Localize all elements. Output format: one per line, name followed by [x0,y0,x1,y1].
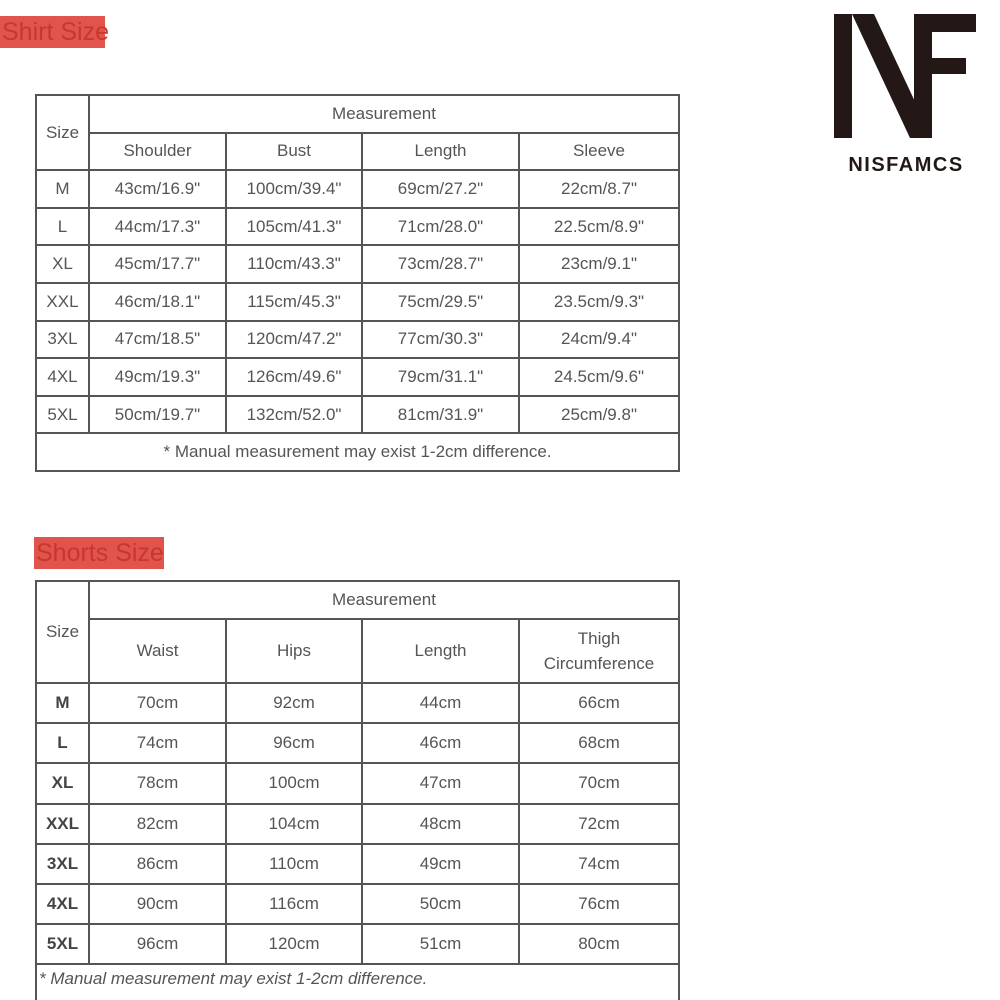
table-cell: 68cm [519,723,679,763]
table-cell: 44cm [362,683,519,723]
table-cell: 48cm [362,804,519,844]
table-cell: 73cm/28.7" [362,245,519,283]
table-row [36,683,679,723]
column-header-length: Length [362,133,519,171]
column-header-waist: Waist [89,619,226,683]
table-row [36,321,679,359]
column-header-shoulder: Shoulder [89,133,226,171]
table-cell: 47cm/18.5" [89,321,226,359]
table-cell: 74cm [89,723,226,763]
shorts-size-title: Shorts Size [36,539,164,567]
table-cell: 23.5cm/9.3" [519,283,679,321]
table-cell: 100cm/39.4" [226,170,362,208]
circumference-label: Circumference [543,654,655,673]
brand-name: NISFAMCS [848,154,964,176]
table-column-row [36,619,679,683]
size-cell: 4XL [36,358,89,396]
table-cell: 82cm [89,804,226,844]
table-cell: 43cm/16.9" [89,170,226,208]
column-header-bust: Bust [226,133,362,171]
table-header-row [36,95,679,133]
table-cell: 23cm/9.1" [519,245,679,283]
table-cell: 81cm/31.9" [362,396,519,434]
table-header-row [36,581,679,619]
table-row [36,283,679,321]
size-header: Size [36,581,89,683]
table-cell: 96cm [89,924,226,964]
table-cell: 24.5cm/9.6" [519,358,679,396]
table-cell: 45cm/17.7" [89,245,226,283]
table-cell: 51cm [362,924,519,964]
table-cell: 50cm/19.7" [89,396,226,434]
table-cell: 50cm [362,884,519,924]
table-cell: 74cm [519,844,679,884]
table-cell: 70cm [519,763,679,803]
size-cell: XL [36,763,89,803]
table-row [36,245,679,283]
column-header-length: Length [362,619,519,683]
table-row [36,396,679,434]
table-cell: 96cm [226,723,362,763]
table-cell: 86cm [89,844,226,884]
size-cell: XL [36,245,89,283]
shirt-size-title: Shirt Size [2,18,109,46]
table-cell: 100cm [226,763,362,803]
size-cell: 4XL [36,884,89,924]
table-row [36,924,679,964]
measurement-note: * Manual measurement may exist 1-2cm difference. [36,964,679,1000]
size-cell: 5XL [36,924,89,964]
table-cell: 44cm/17.3" [89,208,226,246]
measurement-header: Measurement [89,581,679,619]
table-note-row [36,433,679,471]
table-row [36,844,679,884]
table-row [36,170,679,208]
table-row [36,763,679,803]
size-cell: XXL [36,283,89,321]
table-cell: 79cm/31.1" [362,358,519,396]
table-cell: 120cm [226,924,362,964]
table-cell: 69cm/27.2" [362,170,519,208]
table-note-row [36,964,679,1000]
table-column-row [36,133,679,171]
table-cell: 92cm [226,683,362,723]
table-cell: 22cm/8.7" [519,170,679,208]
measurement-note: * Manual measurement may exist 1-2cm difference. [36,433,679,471]
table-cell: 46cm/18.1" [89,283,226,321]
size-cell: M [36,170,89,208]
shirt-size-table [35,94,680,472]
table-row [36,208,679,246]
table-cell: 76cm [519,884,679,924]
table-cell: 105cm/41.3" [226,208,362,246]
table-cell: 72cm [519,804,679,844]
column-header-sleeve: Sleeve [519,133,679,171]
table-cell: 49cm [362,844,519,884]
measurement-header: Measurement [89,95,679,133]
table-cell: 77cm/30.3" [362,321,519,359]
size-cell: 3XL [36,321,89,359]
size-cell: 3XL [36,844,89,884]
table-cell: 47cm [362,763,519,803]
table-cell: 22.5cm/8.9" [519,208,679,246]
table-cell: 24cm/9.4" [519,321,679,359]
size-cell: L [36,723,89,763]
table-cell: 120cm/47.2" [226,321,362,359]
size-cell: L [36,208,89,246]
shorts-size-table [35,580,680,1000]
table-row [36,884,679,924]
size-cell: 5XL [36,396,89,434]
table-cell: 116cm [226,884,362,924]
size-header: Size [36,95,89,170]
table-cell: 126cm/49.6" [226,358,362,396]
size-cell: M [36,683,89,723]
brand-logo [826,14,986,184]
table-row [36,804,679,844]
table-cell: 115cm/45.3" [226,283,362,321]
thigh-label: Thigh [577,629,621,648]
table-row [36,723,679,763]
table-cell: 71cm/28.0" [362,208,519,246]
nf-logo-mark [834,14,976,138]
table-cell: 78cm [89,763,226,803]
table-cell: 110cm/43.3" [226,245,362,283]
column-header-hips: Hips [226,619,362,683]
size-cell: XXL [36,804,89,844]
table-cell: 46cm [362,723,519,763]
table-row [36,358,679,396]
table-cell: 49cm/19.3" [89,358,226,396]
column-header-thigh-circumference [519,619,679,683]
table-cell: 104cm [226,804,362,844]
table-cell: 110cm [226,844,362,884]
table-cell: 70cm [89,683,226,723]
table-cell: 66cm [519,683,679,723]
table-cell: 132cm/52.0" [226,396,362,434]
table-cell: 80cm [519,924,679,964]
table-cell: 90cm [89,884,226,924]
table-cell: 25cm/9.8" [519,396,679,434]
table-cell: 75cm/29.5" [362,283,519,321]
